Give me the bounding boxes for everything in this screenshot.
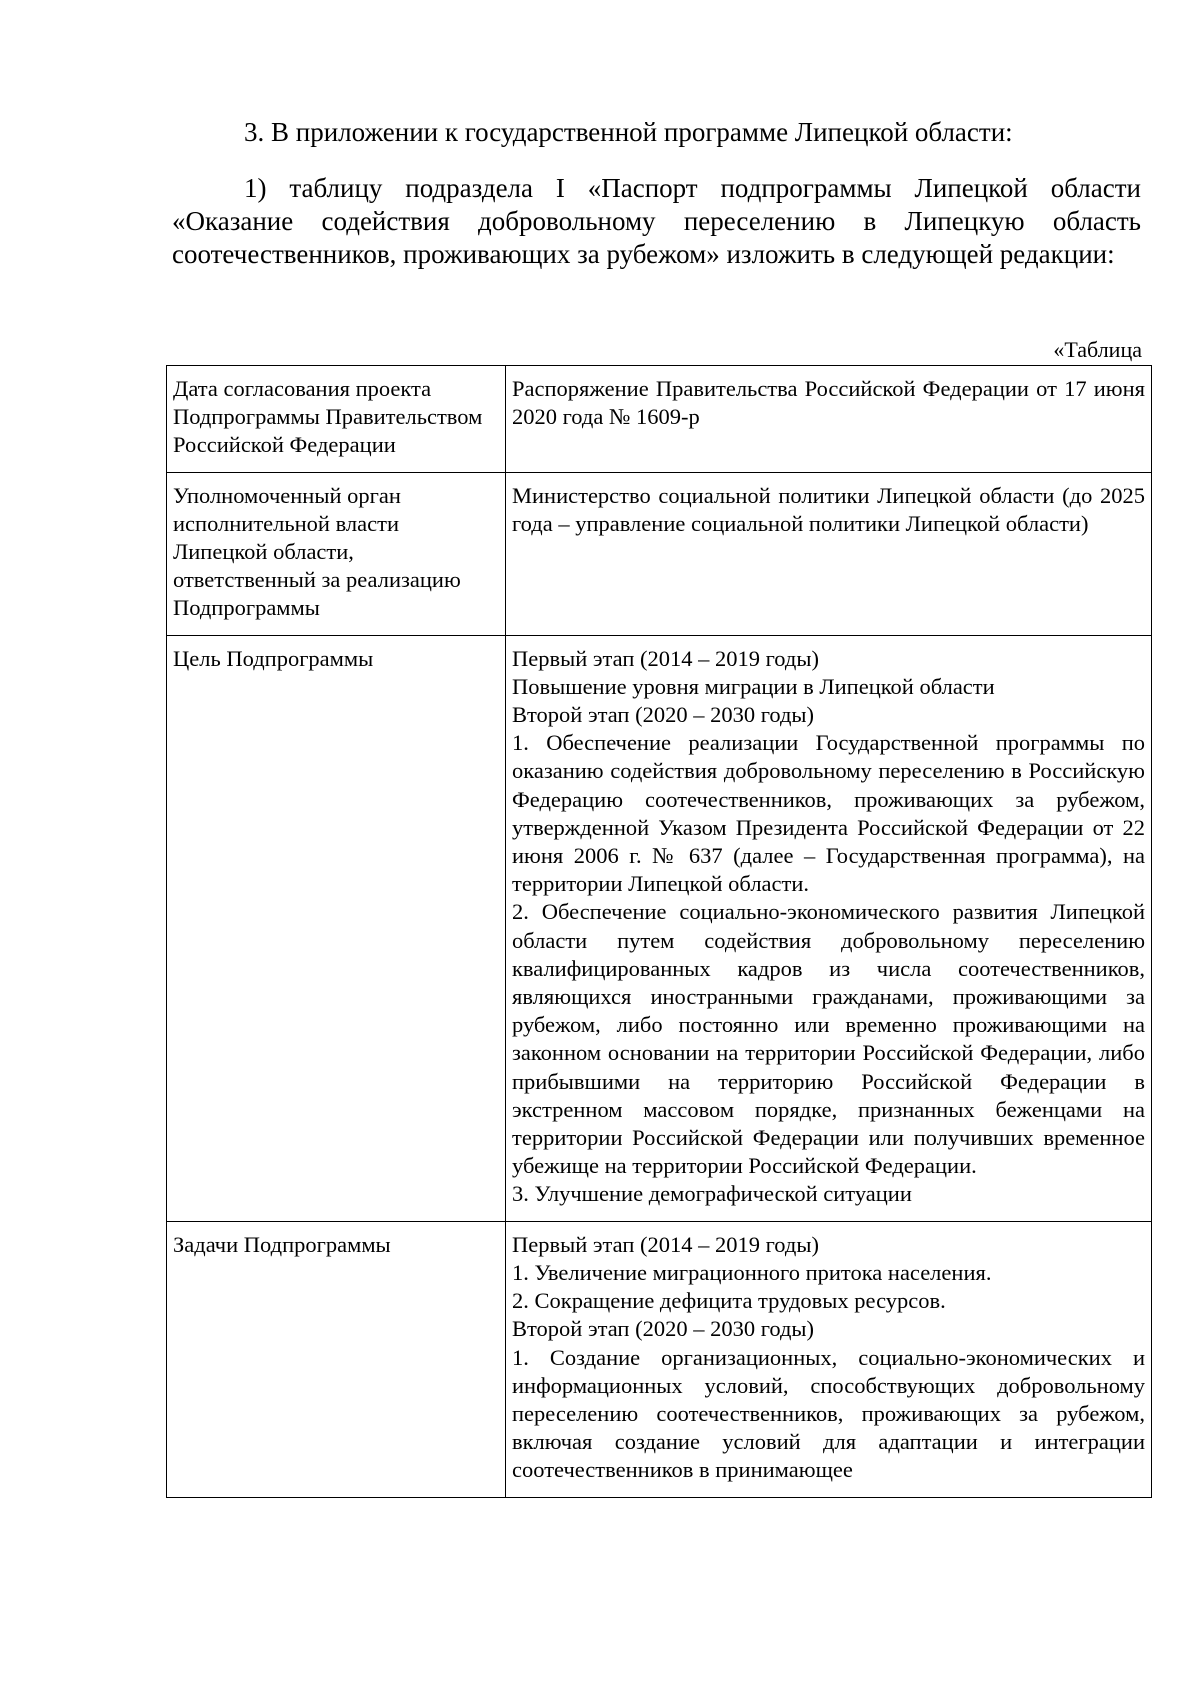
table-row: [167, 472, 1152, 635]
row-value: [506, 635, 1152, 1221]
row-label: Задачи Подпрограммы: [167, 1221, 506, 1497]
passport-table: [166, 365, 1152, 1498]
value-line: Второй этап (2020 – 2030 годы): [512, 702, 815, 728]
row-label: Дата согласования проекта Подпрограммы Правительством Российской Федерации: [167, 366, 506, 473]
row-label: Уполномоченный орган исполнительной власти Липецкой области, ответственный за реализацию Подпрограммы: [167, 472, 506, 635]
value-line: Министерство социальной политики Липецкой области (до 2025 года – управление социальной политики Липецкой области): [512, 482, 1145, 536]
value-line: Первый этап (2014 – 2019 годы): [512, 1231, 819, 1257]
row-value: [506, 366, 1152, 473]
table-row: [167, 1221, 1152, 1497]
value-line: 1. Создание организационных, социально-экономических и информационных условий, способствующих добровольному переселению соотечественников, проживающих за рубежом, включая создание условий для адаптации и интеграции соотечественников в принимающее: [512, 1344, 1145, 1483]
row-value: [506, 472, 1152, 635]
section-heading: 3. В приложении к государственной программе Липецкой области:: [244, 117, 1013, 147]
table-row: [167, 366, 1152, 473]
value-line: 1. Обеспечение реализации Государственной программы по оказанию содействия добровольному переселению в Российскую Федерацию соотечественников, проживающих за рубежом, утвержденной Указом Президента Российской Федерации от 22 июня 2006 г. № 637 (далее – Государственная программа), на территории Липецкой области.: [512, 730, 1145, 897]
row-value: [506, 1221, 1152, 1497]
value-line: Второй этап (2020 – 2030 годы): [512, 1316, 815, 1342]
row-label: Цель Подпрограммы: [167, 635, 506, 1221]
value-line: 2. Сокращение дефицита трудовых ресурсов.: [512, 1288, 946, 1314]
table-row: [167, 635, 1152, 1221]
value-line: Первый этап (2014 – 2019 годы): [512, 645, 819, 671]
table-caption: «Таблица: [1053, 337, 1142, 362]
value-line: Распоряжение Правительства Российской Федерации от 17 июня 2020 года № 1609-р: [512, 376, 1145, 430]
intro-paragraph: 1) таблицу подраздела I «Паспорт подпрограммы Липецкой области «Оказание содействия добровольному переселению в Липецкую область соотечественников, проживающих за рубежом» изложить в следующей редакции:: [172, 173, 1141, 269]
value-line: 2. Обеспечение социально-экономического развития Липецкой области путем содействия добровольному переселению квалифицированных кадров из числа соотечественников, являющихся иностранными гражданами, проживающими за рубежом, либо постоянно или временно проживающими на законном основании на территории Российской Федерации, либо прибывшими на территорию Российской Федерации в экстренном массовом порядке, признанных беженцами на территории Российской Федерации или получивших временное убежище на территории Российской Федерации.: [512, 899, 1145, 1179]
value-line: 1. Увеличение миграционного притока населения.: [512, 1259, 992, 1285]
value-line: 3. Улучшение демографической ситуации: [512, 1181, 912, 1207]
value-line: Повышение уровня миграции в Липецкой области: [512, 673, 995, 699]
